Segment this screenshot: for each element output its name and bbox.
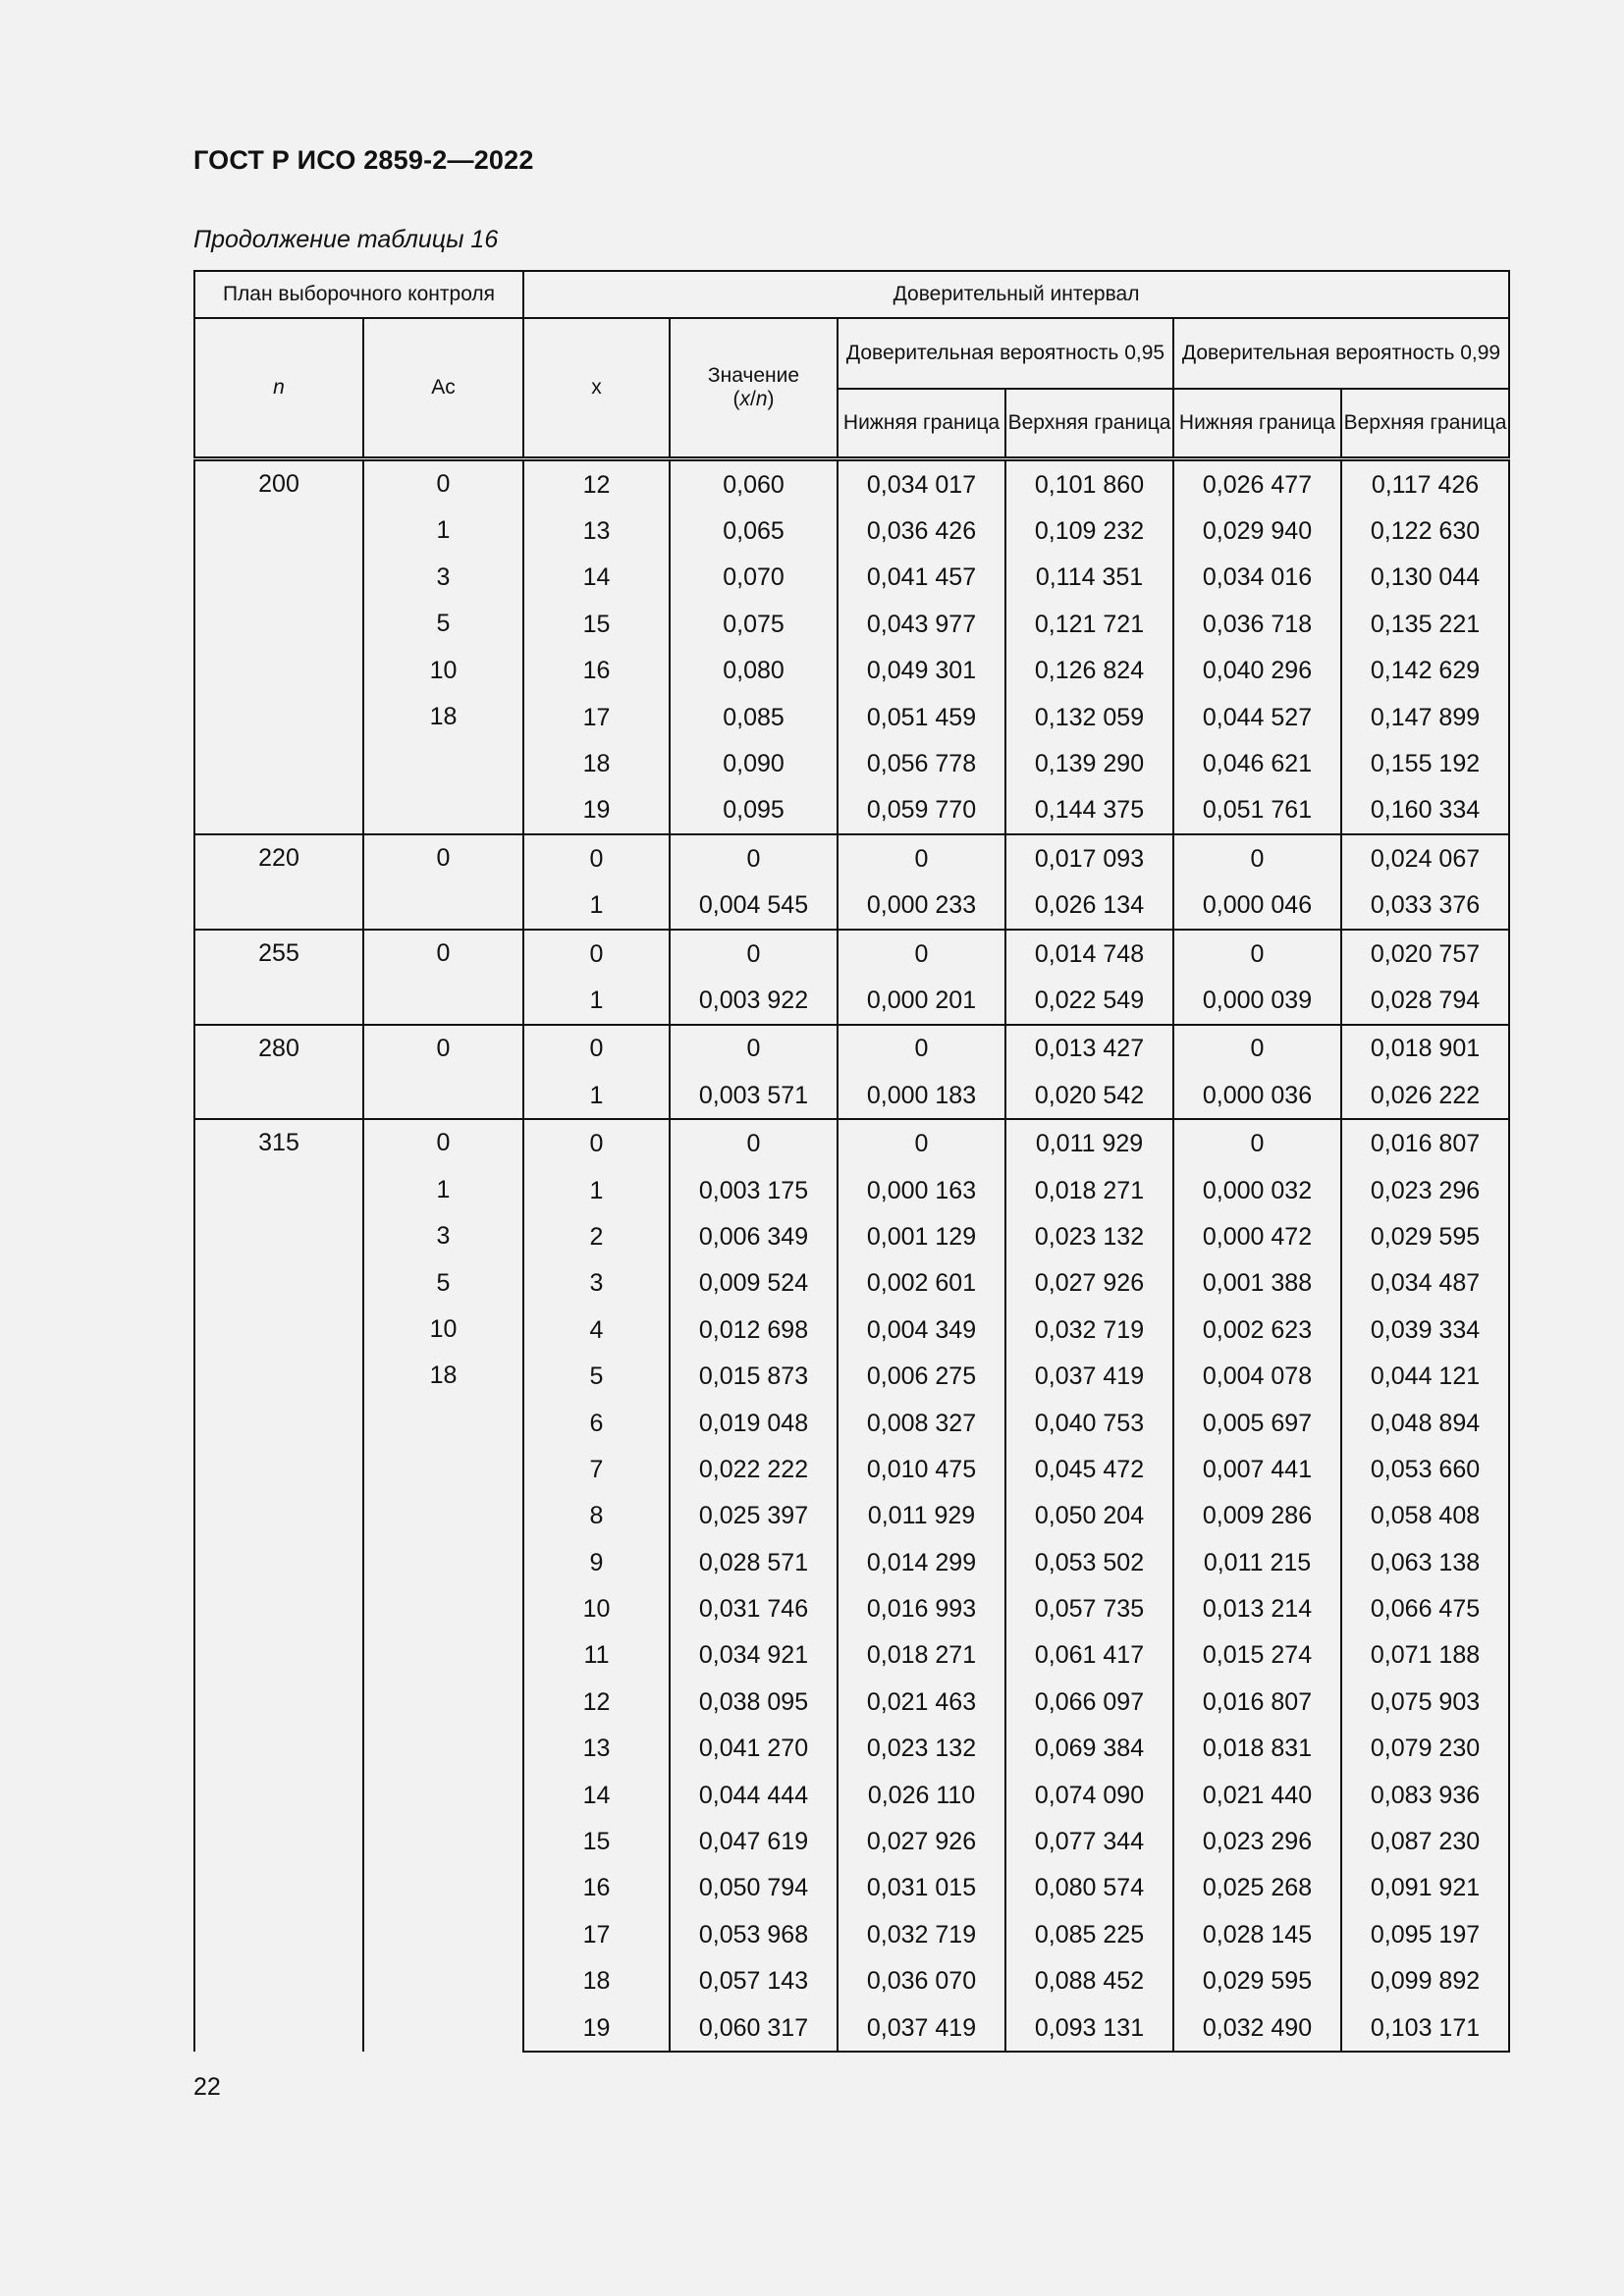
lower-99: 0,026 477 bbox=[1173, 459, 1341, 508]
upper-99: 0,058 408 bbox=[1341, 1493, 1509, 1539]
ratio-value: 0,041 270 bbox=[670, 1726, 838, 1772]
lower-99: 0,032 490 bbox=[1173, 2004, 1341, 2052]
x-value: 17 bbox=[523, 694, 670, 740]
ratio-value: 0,047 619 bbox=[670, 1818, 838, 1864]
upper-95: 0,013 427 bbox=[1005, 1025, 1173, 1072]
acceptance-number: 18 bbox=[429, 702, 458, 730]
lower-99: 0,029 940 bbox=[1173, 507, 1341, 554]
lower-99: 0,023 296 bbox=[1173, 1818, 1341, 1864]
sample-size-cell bbox=[194, 834, 363, 930]
lower-95: 0 bbox=[838, 930, 1005, 977]
lower-95: 0,051 459 bbox=[838, 694, 1005, 740]
header-ac: Ac bbox=[363, 318, 523, 459]
upper-95: 0,093 131 bbox=[1005, 2004, 1173, 2052]
acceptance-number: 0 bbox=[436, 938, 451, 967]
sample-size-cell bbox=[194, 1119, 363, 2052]
upper-99: 0,087 230 bbox=[1341, 1818, 1509, 1864]
x-value: 10 bbox=[523, 1585, 670, 1631]
lower-99: 0,036 718 bbox=[1173, 601, 1341, 647]
lower-95: 0,043 977 bbox=[838, 601, 1005, 647]
table-head bbox=[194, 271, 1509, 459]
x-value: 12 bbox=[523, 1679, 670, 1725]
upper-99: 0,044 121 bbox=[1341, 1353, 1509, 1399]
lower-95: 0,036 426 bbox=[838, 507, 1005, 554]
lower-95: 0,023 132 bbox=[838, 1726, 1005, 1772]
upper-99: 0,142 629 bbox=[1341, 648, 1509, 694]
ratio-value: 0,015 873 bbox=[670, 1353, 838, 1399]
acceptance-number: 0 bbox=[436, 470, 451, 498]
header-n: n bbox=[194, 318, 363, 459]
x-value: 15 bbox=[523, 1818, 670, 1864]
sample-size: 255 bbox=[258, 938, 299, 967]
table-row bbox=[194, 930, 1509, 977]
upper-99: 0,063 138 bbox=[1341, 1539, 1509, 1585]
document-code: ГОСТ Р ИСО 2859-2—2022 bbox=[193, 145, 534, 175]
table-row bbox=[194, 1119, 1509, 1166]
x-value: 16 bbox=[523, 648, 670, 694]
confidence-interval-table bbox=[193, 270, 1510, 2053]
lower-95: 0,002 601 bbox=[838, 1260, 1005, 1307]
upper-95: 0,037 419 bbox=[1005, 1353, 1173, 1399]
upper-95: 0,121 721 bbox=[1005, 601, 1173, 647]
upper-99: 0,117 426 bbox=[1341, 459, 1509, 508]
table-caption: Продолжение таблицы 16 bbox=[193, 226, 499, 253]
lower-99: 0,000 046 bbox=[1173, 882, 1341, 930]
ratio-value: 0,060 bbox=[670, 459, 838, 508]
x-value: 0 bbox=[523, 834, 670, 881]
ratio-value: 0,070 bbox=[670, 555, 838, 601]
lower-95: 0,032 719 bbox=[838, 1911, 1005, 1957]
sample-size: 315 bbox=[258, 1129, 299, 1157]
upper-99: 0,024 067 bbox=[1341, 834, 1509, 881]
lower-99: 0 bbox=[1173, 1025, 1341, 1072]
lower-95: 0,001 129 bbox=[838, 1213, 1005, 1259]
acceptance-number: 18 bbox=[429, 1362, 458, 1390]
table-body bbox=[194, 459, 1509, 2053]
ratio-value: 0,009 524 bbox=[670, 1260, 838, 1307]
ratio-value: 0,095 bbox=[670, 787, 838, 834]
upper-99: 0,079 230 bbox=[1341, 1726, 1509, 1772]
acceptance-number: 0 bbox=[436, 844, 451, 873]
upper-95: 0,020 542 bbox=[1005, 1072, 1173, 1119]
upper-99: 0,053 660 bbox=[1341, 1446, 1509, 1492]
ratio-value: 0,053 968 bbox=[670, 1911, 838, 1957]
upper-99: 0,029 595 bbox=[1341, 1213, 1509, 1259]
lower-95: 0,011 929 bbox=[838, 1493, 1005, 1539]
lower-95: 0,008 327 bbox=[838, 1400, 1005, 1446]
lower-99: 0,034 016 bbox=[1173, 555, 1341, 601]
acceptance-number-cell bbox=[363, 834, 523, 930]
lower-95: 0,006 275 bbox=[838, 1353, 1005, 1399]
upper-95: 0,057 735 bbox=[1005, 1585, 1173, 1631]
acceptance-number-cell bbox=[363, 930, 523, 1025]
upper-95: 0,040 753 bbox=[1005, 1400, 1173, 1446]
upper-99: 0,034 487 bbox=[1341, 1260, 1509, 1307]
lower-99: 0,004 078 bbox=[1173, 1353, 1341, 1399]
upper-99: 0,122 630 bbox=[1341, 507, 1509, 554]
x-value: 14 bbox=[523, 1772, 670, 1818]
lower-95: 0,041 457 bbox=[838, 555, 1005, 601]
ratio-value: 0 bbox=[670, 1025, 838, 1072]
lower-95: 0,056 778 bbox=[838, 740, 1005, 786]
sample-size: 280 bbox=[258, 1034, 299, 1062]
upper-95: 0,088 452 bbox=[1005, 1958, 1173, 2004]
table-row bbox=[194, 1025, 1509, 1072]
header-interval: Доверительный интервал bbox=[523, 271, 1509, 318]
upper-99: 0,095 197 bbox=[1341, 1911, 1509, 1957]
x-value: 2 bbox=[523, 1213, 670, 1259]
upper-95: 0,080 574 bbox=[1005, 1865, 1173, 1911]
ratio-value: 0,003 922 bbox=[670, 977, 838, 1024]
x-value: 13 bbox=[523, 507, 670, 554]
x-value: 16 bbox=[523, 1865, 670, 1911]
x-value: 0 bbox=[523, 1119, 670, 1166]
ratio-value: 0 bbox=[670, 1119, 838, 1166]
acceptance-number: 3 bbox=[436, 1222, 451, 1251]
lower-99: 0,044 527 bbox=[1173, 694, 1341, 740]
upper-95: 0,026 134 bbox=[1005, 882, 1173, 930]
lower-99: 0,007 441 bbox=[1173, 1446, 1341, 1492]
lower-95: 0,004 349 bbox=[838, 1307, 1005, 1353]
upper-95: 0,066 097 bbox=[1005, 1679, 1173, 1725]
lower-99: 0,029 595 bbox=[1173, 1958, 1341, 2004]
x-value: 3 bbox=[523, 1260, 670, 1307]
upper-99: 0,135 221 bbox=[1341, 601, 1509, 647]
x-value: 0 bbox=[523, 930, 670, 977]
ratio-value: 0 bbox=[670, 834, 838, 881]
x-value: 17 bbox=[523, 1911, 670, 1957]
ratio-value: 0,022 222 bbox=[670, 1446, 838, 1492]
lower-95: 0,018 271 bbox=[838, 1632, 1005, 1679]
sample-size-cell bbox=[194, 1025, 363, 1120]
upper-99: 0,039 334 bbox=[1341, 1307, 1509, 1353]
upper-95: 0,014 748 bbox=[1005, 930, 1173, 977]
header-value-formula: (x/n) bbox=[732, 388, 775, 410]
ratio-value: 0,038 095 bbox=[670, 1679, 838, 1725]
ratio-value: 0,057 143 bbox=[670, 1958, 838, 2004]
lower-99: 0,051 761 bbox=[1173, 787, 1341, 834]
upper-95: 0,139 290 bbox=[1005, 740, 1173, 786]
lower-99: 0,025 268 bbox=[1173, 1865, 1341, 1911]
x-value: 1 bbox=[523, 1167, 670, 1213]
header-value-label: Значение bbox=[707, 364, 800, 387]
acceptance-number: 5 bbox=[436, 1268, 451, 1297]
x-value: 15 bbox=[523, 601, 670, 647]
sample-size-cell bbox=[194, 459, 363, 835]
upper-99: 0,066 475 bbox=[1341, 1585, 1509, 1631]
upper-99: 0,099 892 bbox=[1341, 1958, 1509, 2004]
acceptance-number-cell bbox=[363, 1119, 523, 2052]
upper-95: 0,074 090 bbox=[1005, 1772, 1173, 1818]
upper-99: 0,023 296 bbox=[1341, 1167, 1509, 1213]
lower-99: 0,028 145 bbox=[1173, 1911, 1341, 1957]
acceptance-number: 0 bbox=[436, 1129, 451, 1157]
x-value: 1 bbox=[523, 977, 670, 1024]
upper-99: 0,155 192 bbox=[1341, 740, 1509, 786]
upper-95: 0,022 549 bbox=[1005, 977, 1173, 1024]
acceptance-number: 0 bbox=[436, 1034, 451, 1062]
lower-99: 0 bbox=[1173, 834, 1341, 881]
upper-99: 0,026 222 bbox=[1341, 1072, 1509, 1119]
x-value: 6 bbox=[523, 1400, 670, 1446]
upper-95: 0,045 472 bbox=[1005, 1446, 1173, 1492]
acceptance-number: 1 bbox=[436, 516, 451, 545]
lower-99: 0 bbox=[1173, 1119, 1341, 1166]
acceptance-number-cell bbox=[363, 1025, 523, 1120]
lower-95: 0,034 017 bbox=[838, 459, 1005, 508]
header-x: x bbox=[523, 318, 670, 459]
lower-99: 0,013 214 bbox=[1173, 1585, 1341, 1631]
lower-99: 0,015 274 bbox=[1173, 1632, 1341, 1679]
sample-size: 200 bbox=[258, 470, 299, 498]
upper-95: 0,109 232 bbox=[1005, 507, 1173, 554]
header-lower-99: Нижняя граница bbox=[1173, 389, 1341, 459]
upper-99: 0,028 794 bbox=[1341, 977, 1509, 1024]
lower-99: 0,040 296 bbox=[1173, 648, 1341, 694]
x-value: 9 bbox=[523, 1539, 670, 1585]
header-upper-95: Верхняя граница bbox=[1005, 389, 1173, 459]
lower-99: 0,016 807 bbox=[1173, 1679, 1341, 1725]
lower-95: 0,031 015 bbox=[838, 1865, 1005, 1911]
table-row bbox=[194, 459, 1509, 508]
x-value: 7 bbox=[523, 1446, 670, 1492]
lower-99: 0,046 621 bbox=[1173, 740, 1341, 786]
upper-99: 0,048 894 bbox=[1341, 1400, 1509, 1446]
ratio-value: 0,065 bbox=[670, 507, 838, 554]
acceptance-number: 10 bbox=[429, 656, 458, 684]
lower-99: 0,000 039 bbox=[1173, 977, 1341, 1024]
page-number: 22 bbox=[193, 2073, 221, 2101]
upper-99: 0,033 376 bbox=[1341, 882, 1509, 930]
x-value: 0 bbox=[523, 1025, 670, 1072]
x-value: 18 bbox=[523, 740, 670, 786]
upper-95: 0,114 351 bbox=[1005, 555, 1173, 601]
upper-95: 0,069 384 bbox=[1005, 1726, 1173, 1772]
lower-95: 0,037 419 bbox=[838, 2004, 1005, 2052]
lower-99: 0,000 036 bbox=[1173, 1072, 1341, 1119]
header-value bbox=[670, 318, 838, 459]
lower-99: 0,000 032 bbox=[1173, 1167, 1341, 1213]
header-conf95: Доверительная вероятность 0,95 bbox=[838, 318, 1173, 389]
upper-99: 0,016 807 bbox=[1341, 1119, 1509, 1166]
x-value: 19 bbox=[523, 2004, 670, 2052]
ratio-value: 0,075 bbox=[670, 601, 838, 647]
upper-95: 0,027 926 bbox=[1005, 1260, 1173, 1307]
acceptance-number: 5 bbox=[436, 610, 451, 638]
ratio-value: 0,003 571 bbox=[670, 1072, 838, 1119]
upper-99: 0,091 921 bbox=[1341, 1865, 1509, 1911]
ratio-value: 0,090 bbox=[670, 740, 838, 786]
lower-99: 0 bbox=[1173, 930, 1341, 977]
x-value: 4 bbox=[523, 1307, 670, 1353]
lower-99: 0,009 286 bbox=[1173, 1493, 1341, 1539]
upper-99: 0,103 171 bbox=[1341, 2004, 1509, 2052]
ratio-value: 0,019 048 bbox=[670, 1400, 838, 1446]
x-value: 11 bbox=[523, 1632, 670, 1679]
upper-95: 0,011 929 bbox=[1005, 1119, 1173, 1166]
lower-95: 0,010 475 bbox=[838, 1446, 1005, 1492]
ratio-value: 0,025 397 bbox=[670, 1493, 838, 1539]
ratio-value: 0,003 175 bbox=[670, 1167, 838, 1213]
upper-99: 0,160 334 bbox=[1341, 787, 1509, 834]
ratio-value: 0,060 317 bbox=[670, 2004, 838, 2052]
upper-95: 0,144 375 bbox=[1005, 787, 1173, 834]
x-value: 13 bbox=[523, 1726, 670, 1772]
x-value: 1 bbox=[523, 1072, 670, 1119]
acceptance-number: 10 bbox=[429, 1315, 458, 1344]
lower-99: 0,005 697 bbox=[1173, 1400, 1341, 1446]
lower-95: 0,059 770 bbox=[838, 787, 1005, 834]
upper-95: 0,085 225 bbox=[1005, 1911, 1173, 1957]
lower-95: 0,014 299 bbox=[838, 1539, 1005, 1585]
lower-99: 0,011 215 bbox=[1173, 1539, 1341, 1585]
header-lower-95: Нижняя граница bbox=[838, 389, 1005, 459]
header-upper-99: Верхняя граница bbox=[1341, 389, 1509, 459]
ratio-value: 0,031 746 bbox=[670, 1585, 838, 1631]
lower-95: 0,000 183 bbox=[838, 1072, 1005, 1119]
ratio-value: 0,050 794 bbox=[670, 1865, 838, 1911]
upper-95: 0,126 824 bbox=[1005, 648, 1173, 694]
lower-95: 0,016 993 bbox=[838, 1585, 1005, 1631]
lower-95: 0,049 301 bbox=[838, 648, 1005, 694]
upper-99: 0,018 901 bbox=[1341, 1025, 1509, 1072]
lower-95: 0 bbox=[838, 1119, 1005, 1166]
x-value: 5 bbox=[523, 1353, 670, 1399]
table-row bbox=[194, 834, 1509, 881]
x-value: 19 bbox=[523, 787, 670, 834]
acceptance-number-cell bbox=[363, 459, 523, 835]
upper-95: 0,061 417 bbox=[1005, 1632, 1173, 1679]
lower-95: 0,036 070 bbox=[838, 1958, 1005, 2004]
upper-95: 0,050 204 bbox=[1005, 1493, 1173, 1539]
lower-95: 0 bbox=[838, 834, 1005, 881]
acceptance-number: 3 bbox=[436, 562, 451, 591]
x-value: 14 bbox=[523, 555, 670, 601]
lower-95: 0,000 201 bbox=[838, 977, 1005, 1024]
ratio-value: 0,080 bbox=[670, 648, 838, 694]
sample-size: 220 bbox=[258, 844, 299, 873]
lower-95: 0,000 233 bbox=[838, 882, 1005, 930]
lower-95: 0,021 463 bbox=[838, 1679, 1005, 1725]
upper-99: 0,071 188 bbox=[1341, 1632, 1509, 1679]
header-conf99: Доверительная вероятность 0,99 bbox=[1173, 318, 1509, 389]
acceptance-number: 1 bbox=[436, 1175, 451, 1203]
ratio-value: 0 bbox=[670, 930, 838, 977]
ratio-value: 0,044 444 bbox=[670, 1772, 838, 1818]
ratio-value: 0,085 bbox=[670, 694, 838, 740]
ratio-value: 0,028 571 bbox=[670, 1539, 838, 1585]
lower-99: 0,021 440 bbox=[1173, 1772, 1341, 1818]
ratio-value: 0,006 349 bbox=[670, 1213, 838, 1259]
upper-95: 0,132 059 bbox=[1005, 694, 1173, 740]
x-value: 18 bbox=[523, 1958, 670, 2004]
x-value: 1 bbox=[523, 882, 670, 930]
sample-size-cell bbox=[194, 930, 363, 1025]
upper-99: 0,020 757 bbox=[1341, 930, 1509, 977]
upper-95: 0,018 271 bbox=[1005, 1167, 1173, 1213]
lower-95: 0 bbox=[838, 1025, 1005, 1072]
lower-99: 0,018 831 bbox=[1173, 1726, 1341, 1772]
ratio-value: 0,012 698 bbox=[670, 1307, 838, 1353]
upper-95: 0,023 132 bbox=[1005, 1213, 1173, 1259]
x-value: 8 bbox=[523, 1493, 670, 1539]
lower-99: 0,001 388 bbox=[1173, 1260, 1341, 1307]
upper-95: 0,077 344 bbox=[1005, 1818, 1173, 1864]
ratio-value: 0,004 545 bbox=[670, 882, 838, 930]
upper-99: 0,083 936 bbox=[1341, 1772, 1509, 1818]
upper-95: 0,017 093 bbox=[1005, 834, 1173, 881]
upper-99: 0,130 044 bbox=[1341, 555, 1509, 601]
header-plan: План выборочного контроля bbox=[194, 271, 523, 318]
upper-95: 0,032 719 bbox=[1005, 1307, 1173, 1353]
upper-99: 0,075 903 bbox=[1341, 1679, 1509, 1725]
lower-95: 0,026 110 bbox=[838, 1772, 1005, 1818]
upper-99: 0,147 899 bbox=[1341, 694, 1509, 740]
lower-99: 0,002 623 bbox=[1173, 1307, 1341, 1353]
upper-95: 0,101 860 bbox=[1005, 459, 1173, 508]
lower-99: 0,000 472 bbox=[1173, 1213, 1341, 1259]
x-value: 12 bbox=[523, 459, 670, 508]
lower-95: 0,027 926 bbox=[838, 1818, 1005, 1864]
upper-95: 0,053 502 bbox=[1005, 1539, 1173, 1585]
lower-95: 0,000 163 bbox=[838, 1167, 1005, 1213]
ratio-value: 0,034 921 bbox=[670, 1632, 838, 1679]
